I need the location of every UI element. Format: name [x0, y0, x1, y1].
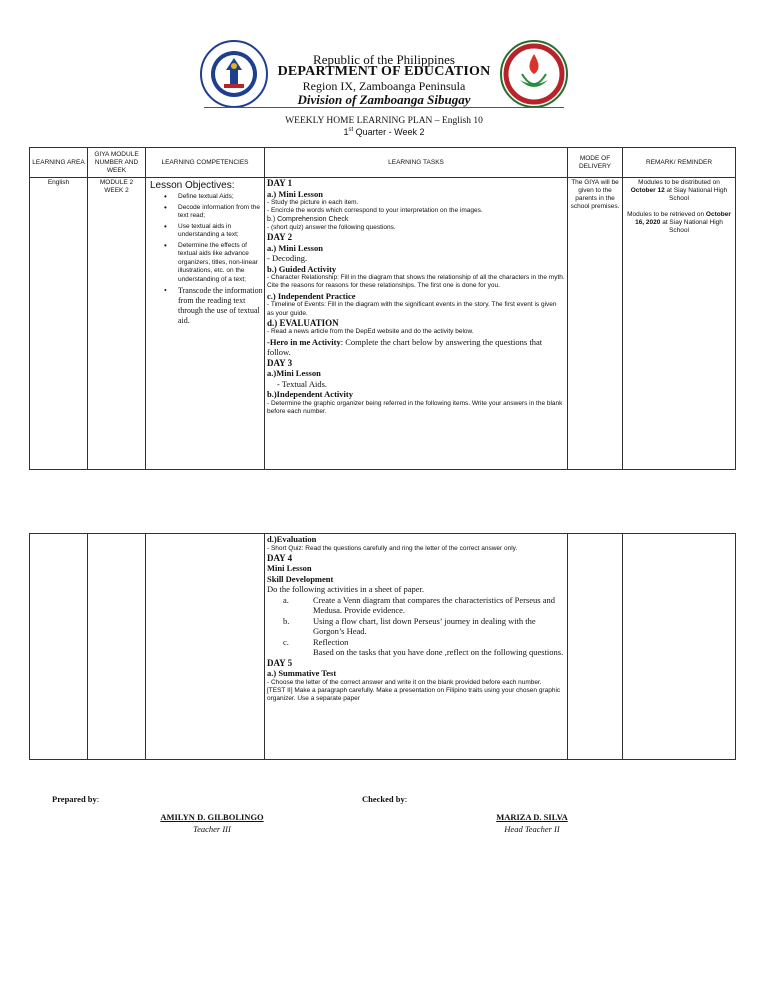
list-item: • Use textual aids in understanding a text; — [178, 223, 264, 240]
col-remark: REMARK/ REMINDER — [623, 148, 736, 178]
remark-retrieval: Modules to be retrieved on October 16, 2020 at Siay National High School — [627, 211, 731, 234]
delivery-cell: The GIYA will be given to the parents in the school premises. — [568, 178, 623, 470]
department-heading: DEPARTMENT OF EDUCATION — [277, 64, 491, 79]
task-subheading: a.) Summative Test — [267, 668, 337, 679]
col-delivery: MODE OF DELIVERY — [568, 148, 623, 178]
list-item: b. Using a flow chart, list down Perseus’ journey in dealing with the Gorgon’s Head. — [283, 615, 536, 637]
task-subheading: a.)Mini Lesson — [267, 368, 321, 379]
tasks-cell — [265, 534, 568, 760]
task-text: [TEST II] Make a paragraph carefully. Make a presentation on Filipino traits using your chosen graphic organizer. Use a separate paper — [267, 687, 561, 703]
task-subheading: Skill Development — [267, 573, 334, 584]
learning-plan-table-continued — [29, 533, 736, 760]
task-text: - Character Relationship: Fill in the diagram that shows the relationship of all the characters in the myth. Cite the reasons for reasons for these relationships. The first one is done for you. — [267, 274, 565, 290]
table-header-row — [30, 148, 736, 178]
task-text: - Encircle the words which correspond to your interpretation on the images. — [267, 207, 483, 215]
module-cell: MODULE 2 WEEK 2 — [88, 178, 146, 470]
task-text: b.) Comprehension Check — [267, 215, 349, 223]
task-text: - Determine the graphic organizer being referred in the following items. Write your answers in the blank before each number. — [267, 399, 563, 415]
list-item: Based on the tasks that you have done ,reflect on the following questions. — [313, 647, 564, 658]
task-text: - (short quiz) answer the following questions. — [267, 223, 396, 231]
col-learning-area: LEARNING AREA — [30, 148, 88, 178]
learning-plan-table — [29, 147, 736, 470]
task-subheading: b.) Guided Activity — [267, 263, 337, 274]
task-text: - Read a news article from the DepEd website and do the activity below. — [267, 328, 474, 336]
task-subheading: d.) EVALUATION — [267, 317, 339, 328]
header-divider — [204, 107, 564, 108]
col-tasks: LEARNING TASKS — [265, 148, 568, 178]
list-item: • Decode information from the text read; — [178, 204, 264, 221]
task-text: - Textual Aids. — [277, 378, 328, 389]
objectives-list — [146, 193, 264, 326]
list-item: a. Create a Venn diagram that compares the characteristics of Perseus and Medusa. Provide evidence. — [283, 594, 555, 616]
task-subheading: c.) Independent Practice — [267, 290, 356, 301]
prepared-by-label: Prepared by: — [52, 794, 100, 804]
table-row — [30, 178, 736, 470]
day-heading: DAY 3 — [267, 357, 293, 368]
checker-name: MARIZA D. SILVA — [496, 812, 568, 822]
task-text: Do the following activities in a sheet of paper. — [267, 584, 424, 595]
table-row — [30, 534, 736, 760]
task-subheading: a.) Mini Lesson — [267, 188, 323, 199]
region-heading: Region IX, Zamboanga Peninsula — [302, 79, 466, 93]
task-subheading: b.)Independent Activity — [267, 389, 353, 400]
task-text: - Choose the letter of the correct answer and write it on the blank provided before each number. — [267, 678, 542, 686]
col-module: GIYA MODULE NUMBER AND WEEK — [88, 148, 146, 178]
division-heading: Division of Zamboanga Sibugay — [297, 92, 471, 107]
task-subheading: Mini Lesson — [267, 563, 312, 574]
checker-title: Head Teacher II — [504, 824, 560, 834]
task-text: - Timeline of Events: Fill in the diagram with the significant events in the story. The first event is given as your guide. — [267, 301, 557, 317]
list-item: • Determine the effects of textual aids like advance organizers, titles, non-linear illustrations, etc. on the understanding of a text; — [178, 242, 264, 285]
task-text: - Decoding. — [267, 253, 308, 264]
module-cell — [88, 534, 146, 760]
republic-heading: Republic of the Philippines — [313, 52, 455, 67]
tasks-cell — [265, 178, 568, 470]
list-item: c. Reflection — [283, 636, 349, 647]
preparer-title: Teacher III — [193, 824, 231, 834]
task-subheading: d.)Evaluation — [267, 534, 317, 544]
col-competencies: LEARNING COMPETENCIES — [146, 148, 265, 178]
task-subheading: a.) Mini Lesson — [267, 242, 323, 253]
remark-cell — [623, 178, 736, 470]
day-heading: DAY 5 — [267, 657, 293, 668]
list-item: • Define textual Aids; — [178, 193, 264, 202]
learning-area-cell — [30, 534, 88, 760]
competencies-cell — [146, 178, 265, 470]
objectives-title: Lesson Objectives: — [150, 180, 235, 191]
remark-distribution: Modules to be distributed on October 12 at Siay National High School — [630, 179, 728, 202]
learning-area-cell: English — [30, 178, 88, 470]
task-text: - Study the picture in each item. — [267, 199, 359, 206]
checked-by-label: Checked by: — [362, 794, 408, 804]
day-heading: DAY 4 — [267, 552, 293, 563]
competencies-cell — [146, 534, 265, 760]
plan-title: WEEKLY HOME LEARNING PLAN – English 10 — [285, 116, 483, 126]
day-heading: DAY 1 — [267, 178, 293, 188]
quarter-label: 1st Quarter - Week 2 — [343, 127, 425, 137]
delivery-cell — [568, 534, 623, 760]
preparer-name: AMILYN D. GILBOLINGO — [160, 812, 264, 822]
task-text: - Short Quiz: Read the questions carefully and ring the letter of the correct answer only. — [267, 544, 518, 552]
task-text: -Hero in me Activity: Complete the chart below by answering the questions that follow. — [267, 336, 543, 358]
activity-list — [267, 595, 565, 658]
day-heading: DAY 2 — [267, 232, 293, 243]
remark-cell — [623, 534, 736, 760]
list-item: • Transcode the information from the reading text through the use of textual aid. — [178, 286, 264, 326]
